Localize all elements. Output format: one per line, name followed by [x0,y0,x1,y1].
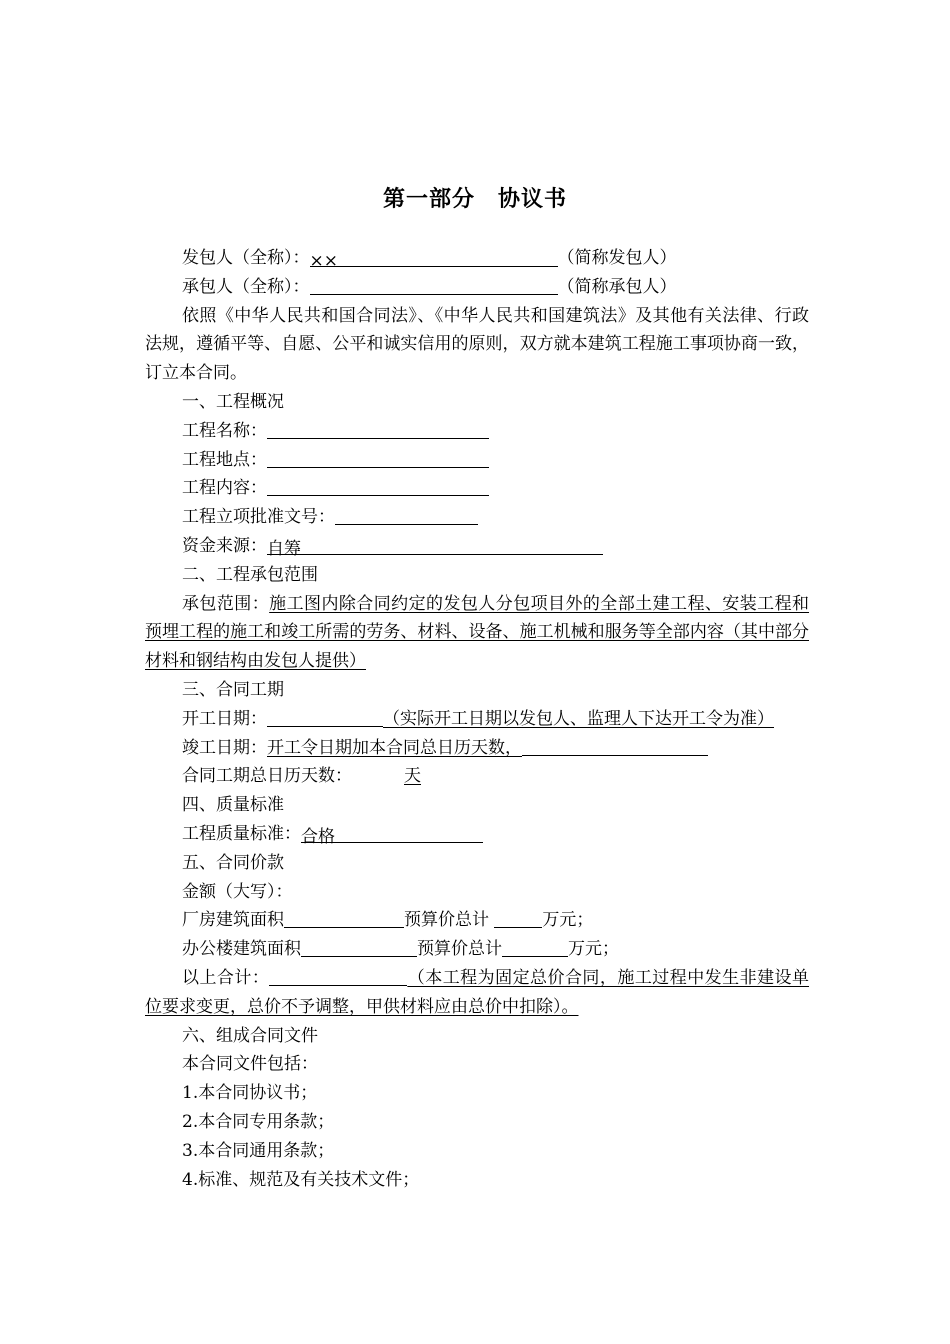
total-days-unit: 天 [404,766,421,787]
scope-value[interactable]: 施工图内除合同约定的发包人分包项目外的全部土建工程、安装工程和预埋工程的施工和竣工所需的劳务、材料、设备、施工机械和服务等全部内容（其中部分材料和钢结构由发包人提供） [145,593,810,672]
start-date-field[interactable] [267,707,383,727]
office-budget-label: 预算价总计 [417,939,502,960]
office-budget-unit: 万元； [568,939,619,960]
quality-label: 工程质量标准： [182,823,301,844]
total-days-line [145,762,809,791]
project-content-label: 工程内容： [182,478,267,499]
contractor-line [145,273,809,302]
project-location-field[interactable] [267,448,489,468]
plant-area-field[interactable] [284,908,404,928]
start-date-label: 开工日期： [182,708,267,729]
project-name-field[interactable] [267,419,489,439]
total-days-label: 合同工期总日历天数： [182,766,352,787]
approval-number-label: 工程立项批准文号： [182,507,335,528]
office-area-line [145,935,809,964]
plant-budget-label: 预算价总计 [404,910,489,931]
approval-number-line [145,503,809,532]
end-date-field[interactable] [522,736,708,756]
end-date-label: 竣工日期： [182,737,267,758]
project-name-label: 工程名称： [182,420,267,441]
amount-line [145,878,809,907]
section-1-heading: 一、工程概况 [182,391,284,412]
funding-field[interactable] [267,535,603,559]
list-item: 1.本合同协议书； [182,1083,318,1104]
quality-value: 合格 [301,826,335,847]
funding-value: 自筹 [267,538,301,559]
scope-label: 承包范围： [182,593,270,614]
employer-abbr: （简称发包人） [557,248,677,268]
quality-line [145,820,809,849]
total-label: 以上合计： [182,967,270,988]
project-location-line [145,446,809,475]
plant-area-line [145,906,809,935]
project-content-line [145,474,809,503]
office-area-field[interactable] [301,937,417,957]
plant-budget-field[interactable] [494,908,542,928]
approval-number-field[interactable] [335,505,478,525]
project-content-field[interactable] [267,476,489,496]
section-6-heading: 六、组成合同文件 [182,1025,318,1046]
quality-field[interactable] [301,823,483,847]
preamble-paragraph: 依照《中华人民共和国合同法》、《中华人民共和国建筑法》及其他有关法律、行政法规，遵循平等、自愿、公平和诚实信用的原则，双方就本建筑工程施工事项协商一致，订立本合同。 [145,305,809,384]
section-4-heading: 四、质量标准 [182,795,284,816]
section-2-heading: 二、工程承包范围 [182,564,318,585]
list-item: 2.本合同专用条款； [182,1111,335,1132]
list-item: 3.本合同通用条款； [182,1140,335,1161]
contractor-field[interactable] [310,275,558,295]
plant-budget-unit: 万元； [542,910,594,931]
employer-field[interactable] [309,247,558,271]
amount-label: 金额（大写）： [182,881,293,902]
start-date-paragraph [145,705,809,734]
page-title: 第一部分 协议书 [382,187,567,212]
funding-label: 资金来源： [182,535,267,556]
documents-intro: 本合同文件包括： [182,1054,318,1075]
project-name-line [145,417,809,446]
end-date-value[interactable]: 开工令日期加本合同总日历天数， [267,737,522,758]
employer-line [145,244,809,273]
scope-paragraph [145,590,809,676]
total-paragraph [145,964,809,1022]
contractor-abbr: （简称承包人） [557,276,677,297]
office-budget-field[interactable] [502,937,568,957]
total-field[interactable] [269,966,407,986]
list-item: 4.标准、规范及有关技术文件； [182,1169,420,1190]
total-note: （本工程为固定总价合同，施工过程中发生非建设单位要求变更，总价不予调整，甲供材料应由总价中扣除）。 [145,967,810,1017]
employer-value: ×× [309,251,338,271]
end-date-line [145,734,809,763]
contractor-label: 承包人（全称）： [182,276,310,297]
start-date-note: （实际开工日期以发包人、监理人下达开工令为准） [383,708,774,729]
plant-area-label: 厂房建筑面积 [182,910,284,931]
section-3-heading: 三、合同工期 [182,679,284,700]
section-5-heading: 五、合同价款 [182,852,284,873]
office-area-label: 办公楼建筑面积 [182,939,301,960]
employer-label: 发包人（全称）： [182,248,310,268]
contract-body [145,244,809,1194]
project-location-label: 工程地点： [182,449,267,470]
funding-line [145,532,809,561]
